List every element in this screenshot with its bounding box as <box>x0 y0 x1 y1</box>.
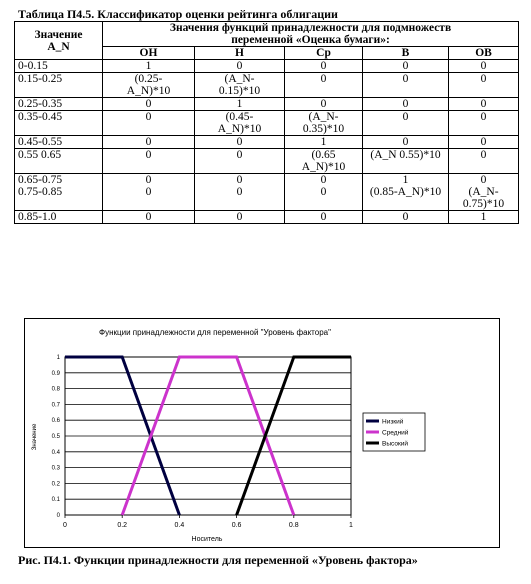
table-cell: 0 (A_N- 0.75)*10 <box>449 174 519 211</box>
table-cell: 0 <box>449 60 519 73</box>
x-axis-label: Носитель <box>191 536 223 543</box>
table-cell: (0.25- A_N)*10 <box>103 73 195 98</box>
table-row <box>15 149 519 174</box>
range-cell: 0.55 0.65 <box>15 149 103 174</box>
range-cell: 0-0.15 <box>15 60 103 73</box>
table-cell: 0 <box>103 98 195 111</box>
column-header: В <box>363 47 449 60</box>
table-row <box>15 136 519 149</box>
table-cell: 1 (0.85-A_N)*10 <box>363 174 449 211</box>
column-header: Н <box>195 47 285 60</box>
range-cell: 0.85-1.0 <box>15 211 103 224</box>
table-cell: (A_N- 0.35)*10 <box>285 111 363 136</box>
y-tick-label: 0.6 <box>51 418 60 425</box>
column-header: ОВ <box>449 47 519 60</box>
table-row <box>15 98 519 111</box>
classifier-table <box>14 21 519 224</box>
table-cell: 0 <box>195 60 285 73</box>
range-cell: 0.25-0.35 <box>15 98 103 111</box>
table-row <box>15 60 519 73</box>
table-cell: 0 <box>363 211 449 224</box>
table-cell: 0 <box>449 73 519 98</box>
table-cell: 0 0 <box>285 174 363 211</box>
column-header: ОН <box>103 47 195 60</box>
range-cell: 0.15-0.25 <box>15 73 103 98</box>
x-tick-label: 0.2 <box>117 522 128 529</box>
table-cell: 0 <box>449 136 519 149</box>
y-tick-label: 0.1 <box>51 497 60 504</box>
y-axis-label: Значение <box>32 423 38 451</box>
table-cell: 0 <box>449 98 519 111</box>
column-header: Ср <box>285 47 363 60</box>
table-row <box>15 211 519 224</box>
table-cell: 0 <box>363 111 449 136</box>
y-tick-label: 0.3 <box>51 465 60 472</box>
table-caption: Таблица П4.5. Классификатор оценки рейтинга облигации <box>18 7 338 21</box>
y-tick-label: 0.5 <box>51 434 60 440</box>
membership-chart <box>24 318 500 548</box>
legend-label: Низкий <box>382 418 404 426</box>
y-tick-label: 1 <box>56 355 60 361</box>
table-cell: 0 <box>285 211 363 224</box>
range-cell: 0.65-0.75 0.75-0.85 <box>15 174 103 211</box>
table-cell: 1 <box>103 60 195 73</box>
table-cell: 0 <box>195 136 285 149</box>
figure-caption: Рис. П4.1. Функции принадлежности для переменной «Уровень фактора» <box>18 553 418 567</box>
table-cell: 0 <box>103 211 195 224</box>
y-tick-label: 0.8 <box>51 386 60 393</box>
table-cell: 0 <box>195 211 285 224</box>
table-cell: 0 0 <box>103 174 195 211</box>
table-cell: 0 <box>363 98 449 111</box>
x-tick-label: 0 <box>63 522 67 529</box>
range-cell: 0.45-0.55 <box>15 136 103 149</box>
table-cell: 0 <box>449 149 519 174</box>
table-cell: 0 <box>363 136 449 149</box>
y-tick-label: 0.7 <box>51 402 60 409</box>
header-value-col: Значение A_N <box>15 22 103 60</box>
table-cell: (A_N 0.55)*10 <box>363 149 449 174</box>
table-row <box>15 73 519 98</box>
table-cell: 1 <box>285 136 363 149</box>
table-cell: 0 <box>285 60 363 73</box>
table-cell: 1 <box>449 211 519 224</box>
table-cell: 1 <box>195 98 285 111</box>
y-tick-label: 0.4 <box>51 449 60 456</box>
y-tick-label: 0 <box>56 513 60 519</box>
x-tick-label: 0.8 <box>288 522 299 529</box>
y-tick-label: 0.2 <box>51 481 60 488</box>
table-cell: 0 <box>363 73 449 98</box>
chart-title: Функции принадлежности для переменной "Уровень фактора" <box>99 328 331 337</box>
table-cell: 0 <box>103 149 195 174</box>
table-row <box>15 111 519 136</box>
table-cell: 0 <box>363 60 449 73</box>
table-cell: (0.65 A_N)*10 <box>285 149 363 174</box>
header-membership-group: Значения функций принадлежности для подмножеств переменной «Оценка бумаги»: <box>103 22 519 47</box>
x-tick-label: 1 <box>349 522 353 529</box>
y-tick-label: 0.9 <box>51 370 60 377</box>
legend-label: Средний <box>382 429 409 437</box>
chart-svg <box>25 319 499 547</box>
x-tick-label: 0.6 <box>231 522 242 529</box>
table-cell: 0 0 <box>195 174 285 211</box>
table-cell: 0 <box>285 98 363 111</box>
table-cell: 0 <box>195 149 285 174</box>
table-cell: 0 <box>449 111 519 136</box>
table-cell: 0 <box>103 136 195 149</box>
table-cell: (0.45- A_N)*10 <box>195 111 285 136</box>
legend-label: Высокий <box>382 440 409 448</box>
table-cell: 0 <box>285 73 363 98</box>
table-row <box>15 174 519 211</box>
range-cell: 0.35-0.45 <box>15 111 103 136</box>
table-cell: (A_N- 0.15)*10 <box>195 73 285 98</box>
x-tick-label: 0.4 <box>174 522 185 529</box>
table-cell: 0 <box>103 111 195 136</box>
